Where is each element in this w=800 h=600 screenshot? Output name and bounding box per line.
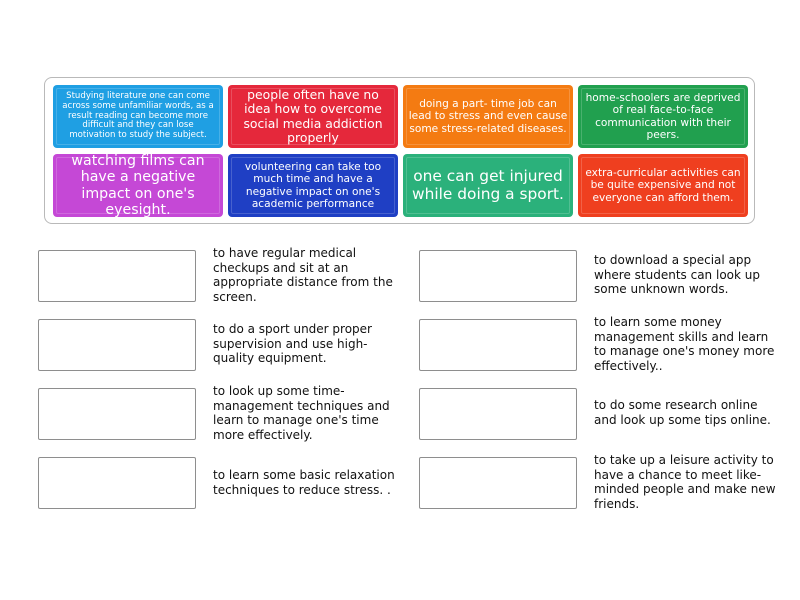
clue-text-right-4: to take up a leisure activity to have a chance to meet like-minded people and make new friends. [594,453,776,511]
clue-text-left-4: to learn some basic relaxation techniques to reduce stress. . [213,468,395,497]
drop-box-right-4[interactable] [419,457,577,509]
answer-tile[interactable] [228,154,398,217]
answer-tile[interactable] [228,85,398,148]
drop-box-left-1[interactable] [38,250,196,302]
answer-tile[interactable] [403,85,573,148]
tile-text: one can get injured while doing a sport. [412,166,564,203]
drop-box-left-4[interactable] [38,457,196,509]
drop-box-right-2[interactable] [419,319,577,371]
answer-tile[interactable] [403,154,573,217]
tile-text: volunteering can take too much time and have a negative impact on one's academic performance [244,161,382,210]
answer-bank [44,77,755,224]
tile-text: doing a part- time job can lead to stress and even cause some stress-related diseases. [408,98,568,135]
tile-text: Studying literature one can come across some unfamiliar words, as a result reading can become more difficult and they can lose motivation to study the subject. [62,90,214,141]
drop-box-right-3[interactable] [419,388,577,440]
clue-text-left-2: to do a sport under proper supervision and use high-quality equipment. [213,322,372,365]
tile-text: people often have no idea how to overcome social media addiction properly [243,86,383,145]
clue-text-right-1: to download a special app where students can look up some unknown words. [594,253,760,296]
answer-tile[interactable] [53,85,223,148]
tile-text: extra-curricular activities can be quite expensive and not everyone can afford them. [585,167,741,204]
answer-tile[interactable] [53,154,223,217]
drop-box-left-2[interactable] [38,319,196,371]
clue-text-right-3: to do some research online and look up some tips online. [594,398,771,427]
clue-text-left-1: to have regular medical checkups and sit at an appropriate distance from the screen. [213,246,393,304]
answer-tile[interactable] [578,154,748,217]
answer-tile[interactable] [578,85,748,148]
drop-box-left-3[interactable] [38,388,196,440]
clue-text-left-3: to look up some time-management techniques and learn to manage one's time more effectively. [213,384,390,442]
clue-text-right-2: to learn some money management skills and learn to manage one's money more effectively.. [594,315,775,373]
drop-box-right-1[interactable] [419,250,577,302]
tile-text: watching films can have a negative impact on one's eyesight. [71,154,205,217]
tile-text: home-schoolers are deprived of real face-to-face communication with their peers. [585,92,741,141]
